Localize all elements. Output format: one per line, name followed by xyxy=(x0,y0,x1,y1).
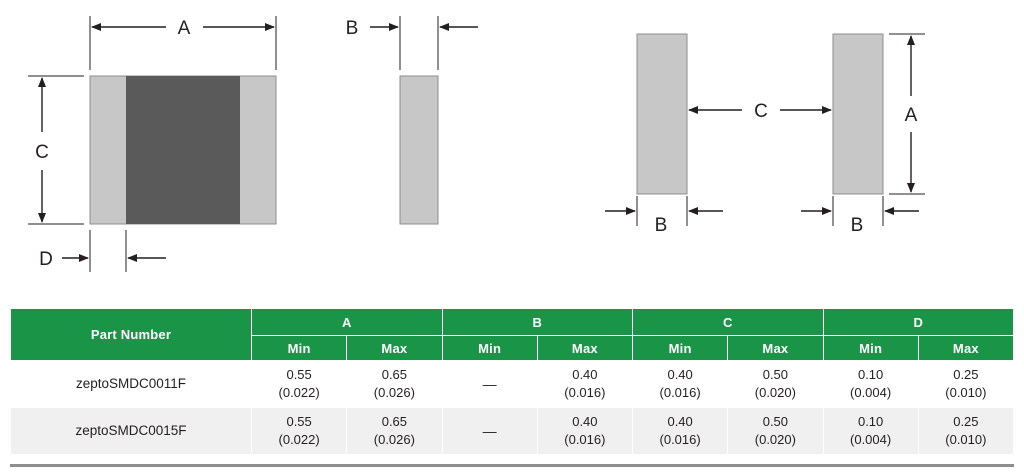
top-view-label-a: A xyxy=(177,18,191,39)
cell-c-max xyxy=(728,408,823,455)
col-header-part-number: Part Number xyxy=(11,309,252,361)
value-main: 0.50 xyxy=(762,367,789,383)
value-sub: (0.026) xyxy=(373,432,415,447)
cell-a-min xyxy=(252,408,347,455)
pad-label-a: A xyxy=(904,105,918,126)
value-main: 0.40 xyxy=(572,414,598,430)
top-view-label-d: D xyxy=(39,249,53,270)
cell-d-min xyxy=(823,408,918,455)
value-sub: (0.026) xyxy=(373,385,415,400)
cell-c-max xyxy=(728,361,823,408)
col-header-a-max: Max xyxy=(347,336,442,361)
cell-d-min xyxy=(823,361,918,408)
table-bottom-rule xyxy=(10,464,1014,467)
top-view-label-c: C xyxy=(35,142,49,163)
col-header-d-max: Max xyxy=(918,336,1013,361)
side-view-body xyxy=(400,76,438,224)
cell-a-max xyxy=(347,361,442,408)
value-main: 0.65 xyxy=(381,367,408,383)
value-main: 0.25 xyxy=(953,367,979,383)
cell-b-min: — xyxy=(442,408,537,455)
cell-d-max xyxy=(918,361,1013,408)
value-main: 0.40 xyxy=(667,414,693,430)
table-head xyxy=(11,309,1014,361)
value-sub: (0.010) xyxy=(945,385,987,400)
col-header-a-min: Min xyxy=(252,336,347,361)
cell-a-max xyxy=(347,408,442,455)
top-view-drawing xyxy=(28,16,276,272)
value-main: 0.55 xyxy=(286,414,312,430)
cell-b-max xyxy=(537,408,632,455)
value-main: 0.25 xyxy=(953,414,979,430)
value-sub: (0.022) xyxy=(278,432,320,447)
table-row xyxy=(11,361,1014,408)
value-sub: (0.004) xyxy=(850,432,892,447)
value-sub: (0.010) xyxy=(945,432,987,447)
value-sub: (0.020) xyxy=(754,432,796,447)
value-main: 0.10 xyxy=(857,414,884,430)
pad-label-c: C xyxy=(754,101,768,122)
table-header-row-1 xyxy=(11,309,1014,336)
value-main: 0.40 xyxy=(667,367,693,383)
cell-a-min xyxy=(252,361,347,408)
side-view-label-b: B xyxy=(345,18,359,39)
top-view-center-band xyxy=(126,76,240,224)
col-header-c-max: Max xyxy=(728,336,823,361)
col-header-a: A xyxy=(252,309,443,336)
cell-b-min: — xyxy=(442,361,537,408)
value-main: 0.10 xyxy=(857,367,884,383)
col-header-c-min: Min xyxy=(633,336,728,361)
value-sub: (0.016) xyxy=(564,432,606,447)
value-sub: (0.016) xyxy=(564,385,606,400)
table-body xyxy=(11,361,1014,455)
value-main: 0.55 xyxy=(286,367,312,383)
cell-c-min xyxy=(633,361,728,408)
col-header-d-min: Min xyxy=(823,336,918,361)
pad-right xyxy=(833,34,883,194)
value-sub: (0.016) xyxy=(659,432,701,447)
side-view-drawing xyxy=(346,16,478,224)
col-header-b: B xyxy=(442,309,633,336)
value-main: 0.40 xyxy=(572,367,598,383)
col-header-c: C xyxy=(633,309,824,336)
cell-c-min xyxy=(633,408,728,455)
value-sub: (0.016) xyxy=(659,385,701,400)
table-row xyxy=(11,408,1014,455)
col-header-b-max: Max xyxy=(537,336,632,361)
cell-part-number: zeptoSMDC0011F xyxy=(11,361,252,408)
cell-b-max xyxy=(537,361,632,408)
value-sub: (0.022) xyxy=(278,385,320,400)
pad-right-label-b: B xyxy=(850,215,864,236)
pad-left xyxy=(637,34,687,194)
col-header-b-min: Min xyxy=(442,336,537,361)
value-sub: (0.004) xyxy=(850,385,892,400)
value-main: 0.65 xyxy=(381,414,408,430)
cell-part-number: zeptoSMDC0015F xyxy=(11,408,252,455)
value-sub: (0.020) xyxy=(754,385,796,400)
value-main: 0.50 xyxy=(762,414,789,430)
dimensions-table xyxy=(10,308,1014,455)
pad-left-label-b: B xyxy=(654,215,668,236)
cell-d-max xyxy=(918,408,1013,455)
pad-layout-drawing xyxy=(605,34,925,236)
col-header-d: D xyxy=(823,309,1014,336)
dimensions-table-container xyxy=(10,308,1014,455)
